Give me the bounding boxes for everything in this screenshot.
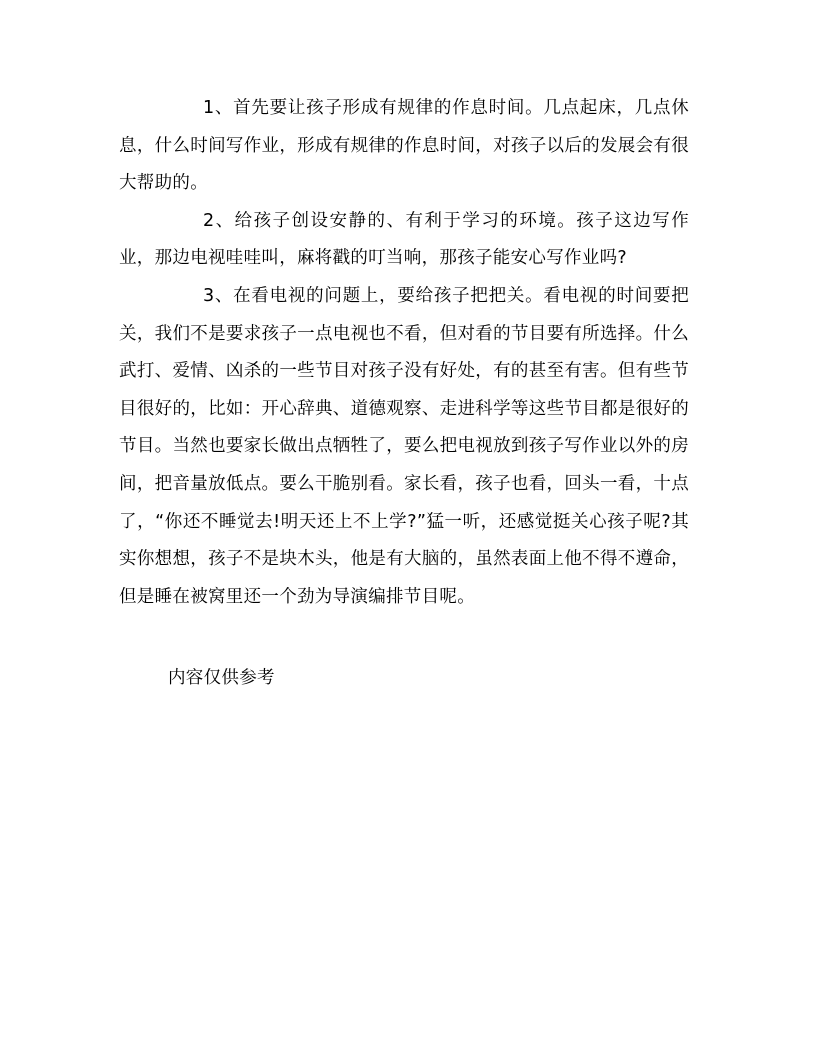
paragraph-1: 1、首先要让孩子形成有规律的作息时间。几点起床，几点休息，什么时间写作业，形成有规律的作息时间，对孩子以后的发展会有很大帮助的。 [119,98,689,194]
footer-note: 内容仅供参考 [168,668,275,688]
document-body [119,90,689,616]
paragraph-3: 3、在看电视的问题上，要给孩子把把关。看电视的时间要把关，我们不是要求孩子一点电视也不看，但对看的节目要有所选择。什么武打、爱情、凶杀的一些节目对孩子没有好处，有的甚至有害。但有些节目很好的，比如：开心辞典、道德观察、走进科学等这些节目都是很好的节目。当然也要家长做出点牺牲了，要么把电视放到孩子写作业以外的房间，把音量放低点。要么干脆别看。家长看，孩子也看，回头一看，十点了，“你还不睡觉去!明天还上不上学?”猛一听，还感觉挺关心孩子呢?其实你想想，孩子不是块木头，他是有大脑的，虽然表面上他不得不遵命，但是睡在被窝里还一个劲为导演编排节目呢。 [119,285,689,607]
paragraph-2: 2、给孩子创设安静的、有利于学习的环境。孩子这边写作业，那边电视哇哇叫，麻将戳的叮当响，那孩子能安心写作业吗? [119,210,689,269]
